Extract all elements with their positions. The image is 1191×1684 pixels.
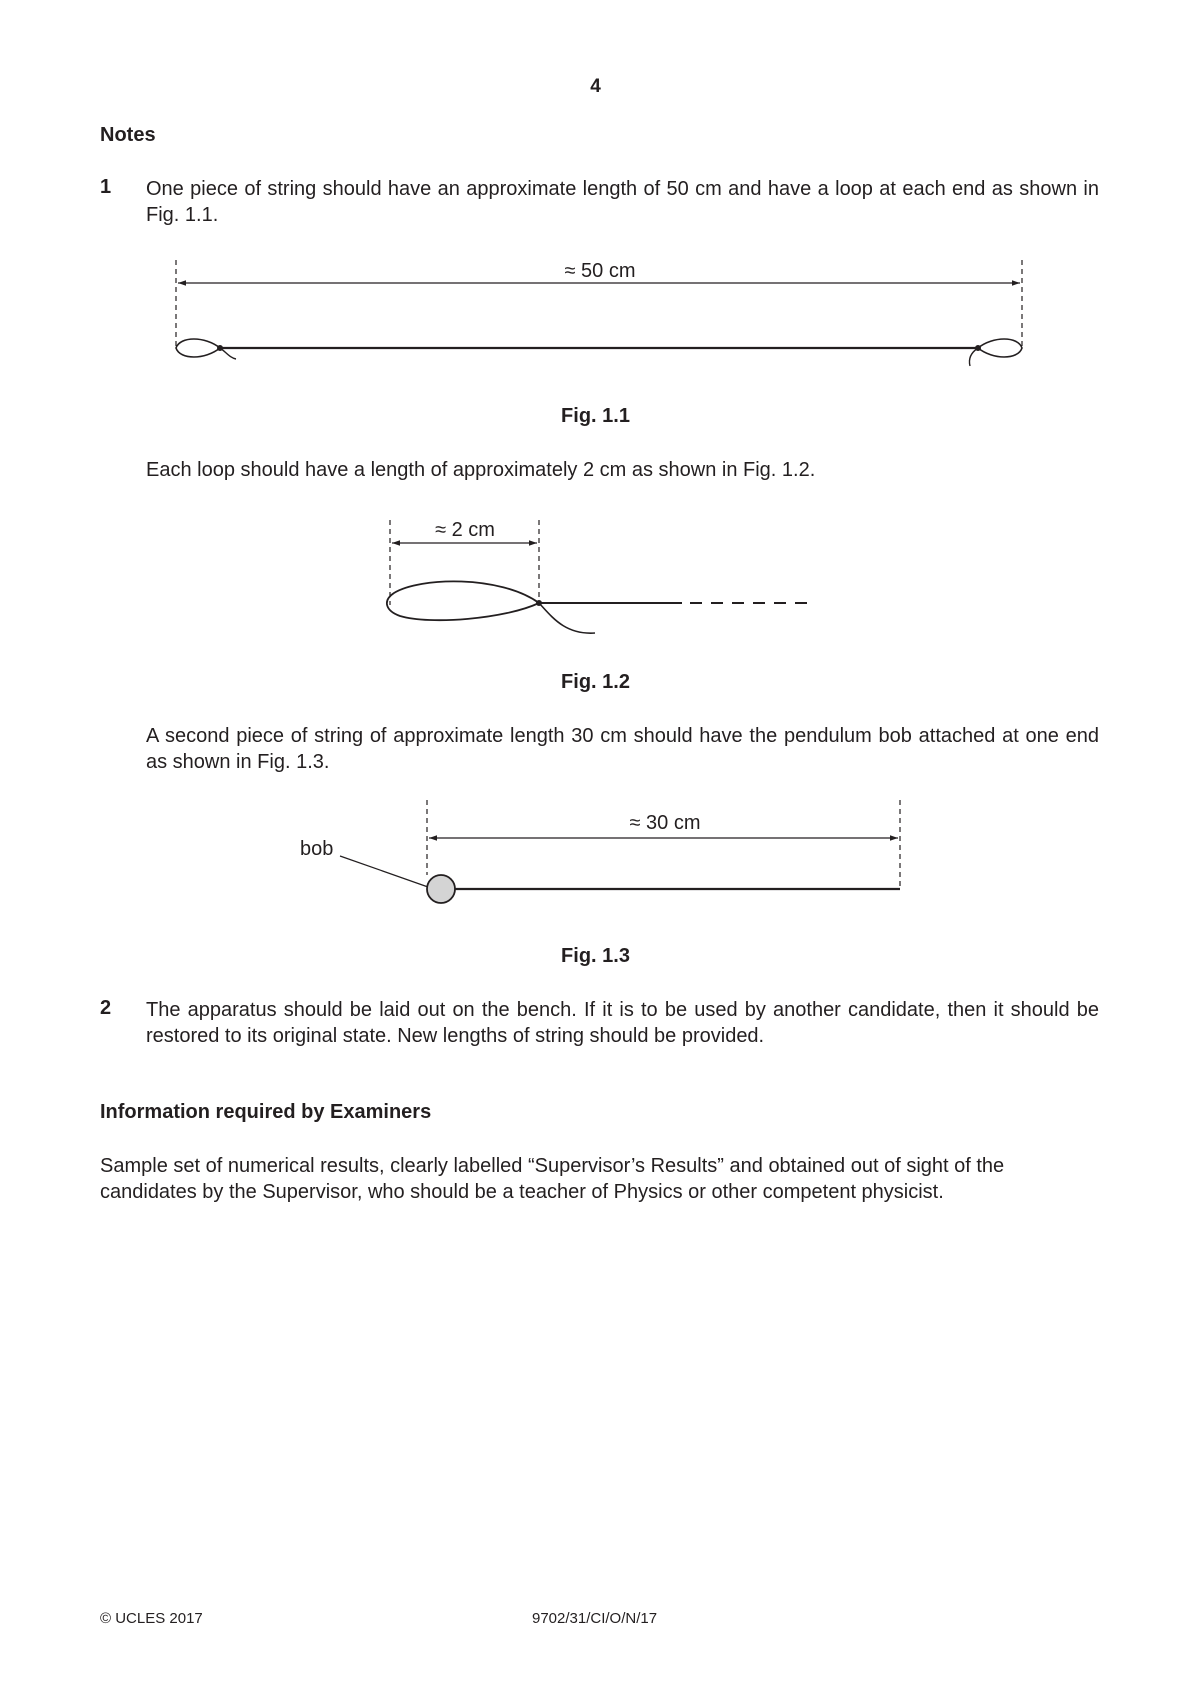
second-string-text: A second piece of string of approximate length 30 cm should have the pendulum bob attached at one end as shown in Fig. 1.3.	[146, 725, 1099, 773]
right-knot	[975, 345, 981, 351]
footer-copyright: © UCLES 2017	[100, 1610, 203, 1627]
left-knot	[217, 345, 223, 351]
info-heading: Information required by Examiners	[100, 1101, 432, 1123]
right-loop	[978, 339, 1022, 357]
pendulum-bob	[427, 875, 455, 903]
left-loop	[176, 339, 220, 357]
item-2-number: 2	[100, 997, 112, 1019]
footer-paper-code: 9702/31/CI/O/N/17	[532, 1610, 658, 1627]
loop-text: Each loop should have a length of approximately 2 cm as shown in Fig. 1.2.	[146, 459, 816, 481]
bob-label: bob	[300, 838, 334, 860]
info-text: Sample set of numerical results, clearly labelled “Supervisor’s Results” and obtained out of sight of the candidates by the Supervisor, who should be a teacher of Physics or other competent physicist.	[100, 1155, 1005, 1203]
page-number: 4	[590, 76, 601, 97]
figure-1-2	[0, 515, 1191, 645]
notes-heading: Notes	[100, 124, 156, 146]
loop	[387, 581, 539, 620]
item-2-text: The apparatus should be laid out on the bench. If it is to be used by another candidate, then it should be restored to its original state. New lengths of string should be provided.	[146, 999, 1099, 1047]
item-1-number: 1	[100, 176, 112, 198]
fig-1-3-caption: Fig. 1.3	[561, 945, 630, 967]
item-1-text: One piece of string should have an approximate length of 50 cm and have a loop at each end as shown in Fig. 1.1.	[146, 178, 1099, 226]
bob-leader-line	[340, 856, 428, 887]
fig1-length-label: ≈ 50 cm	[564, 260, 636, 282]
loop-tail	[539, 603, 595, 633]
figure-1-1	[0, 250, 1191, 370]
fig-1-1-caption: Fig. 1.1	[561, 405, 630, 427]
fig-1-2-caption: Fig. 1.2	[561, 671, 630, 693]
figure-1-3	[0, 795, 1191, 915]
fig2-length-label: ≈ 2 cm	[435, 519, 495, 541]
fig3-length-label: ≈ 30 cm	[629, 812, 701, 834]
